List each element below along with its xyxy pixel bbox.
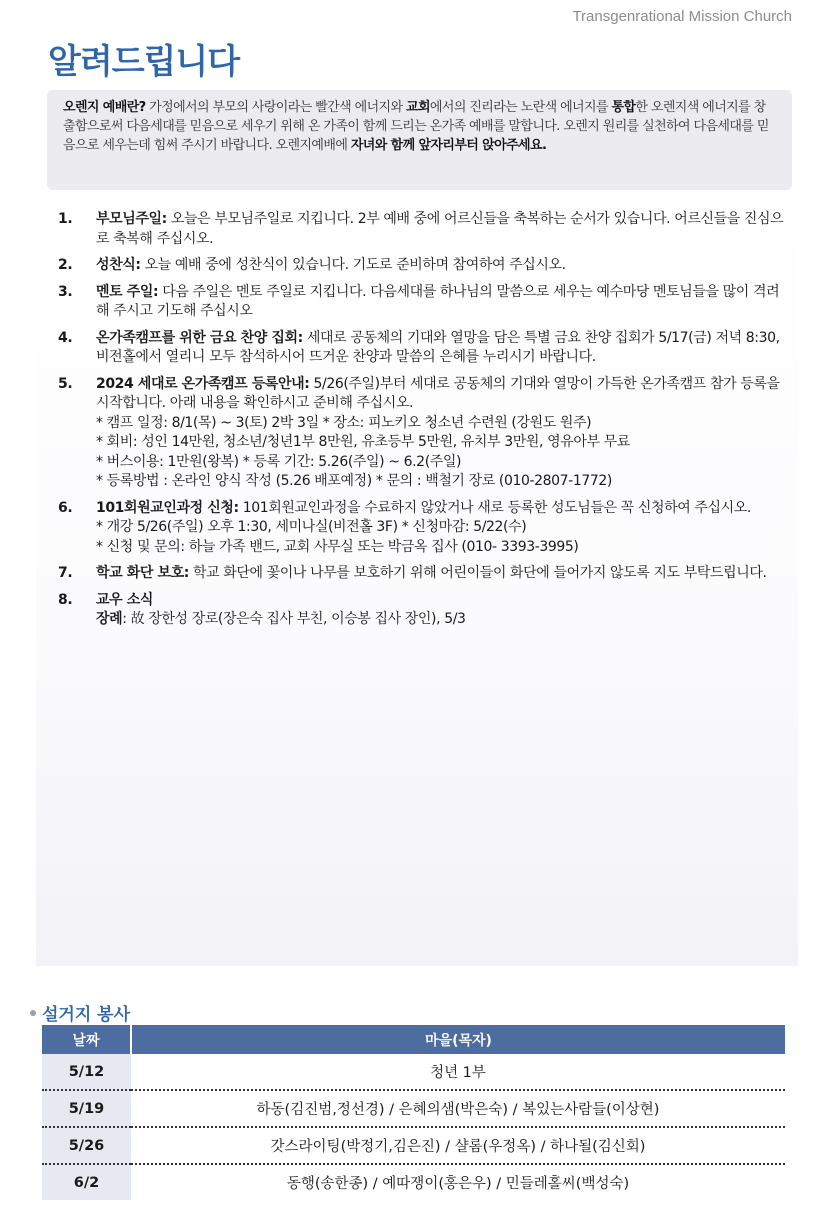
notice-text: 5/26(주일)부터 세대로 공동체의 기대와 열망이 가득한 온가족캠프 참가 등록을 시작합니다. 아래 내용을 확인하시고 준비해 주십시오. — [96, 375, 780, 411]
notice-detail — [96, 610, 788, 630]
notice-detail: * 등록방법 : 온라인 양식 작성 (5.26 배포예정) * 문의 : 백철기 장로 (010-2807-1772) — [96, 473, 612, 489]
duty-date: 5/26 — [42, 1127, 131, 1164]
duty-group: 하동(김진범,정선경) / 은혜의샘(박은숙) / 복있는사람들(이상현) — [131, 1090, 785, 1127]
funeral-label: 장례 — [96, 611, 123, 627]
notice-label: 부모님주일: — [96, 211, 167, 227]
notice-item — [58, 283, 788, 322]
intro-question: 오렌지 예배란? — [63, 100, 146, 115]
notice-item — [58, 375, 788, 492]
intro-box — [47, 90, 792, 190]
notice-text: 오늘은 부모님주일로 지킵니다. 2부 예배 중에 어르신들을 축복하는 순서가 있습니다. 어르신들을 진심으로 축복해 주십시오. — [96, 211, 784, 247]
table-row — [42, 1127, 785, 1164]
intro-text: 에서의 진리라는 노란색 에너지를 — [429, 100, 612, 115]
duty-date: 5/12 — [42, 1054, 131, 1090]
notice-label: 2024 세대로 온가족캠프 등록안내: — [96, 375, 310, 392]
intro-text: 가정에서의 부모의 사랑이라는 빨간색 에너지와 — [145, 100, 406, 115]
notice-text: 101회원교인과정을 수료하지 않았거나 새로 등록한 성도님들은 꼭 신청하여 주십시오. — [238, 499, 751, 516]
notice-item — [58, 256, 788, 276]
table-row — [42, 1090, 785, 1127]
notice-text: 세대로 공동체의 기대와 열망을 담은 특별 금요 찬양 집회가 5/17(금) 저녁 8:30, 비전홀에서 열리니 모두 참석하시어 뜨거운 찬양과 말씀의 은혜를 누리시기 바랍니다. — [96, 329, 780, 365]
notice-label: 101회원교인과정 신청: — [96, 499, 239, 516]
intro-integrate: 통합 — [611, 100, 636, 115]
church-name: Transgenrational Mission Church — [572, 8, 792, 25]
notice-number: 4. — [58, 329, 73, 346]
funeral-text: : 故 장한성 장로(장은숙 집사 부친, 이승봉 집사 장인), 5/3 — [122, 611, 466, 627]
duty-date: 5/19 — [42, 1090, 131, 1127]
notice-text: 다음 주일은 멘토 주일로 지킵니다. 다음세대를 하나님의 말씀으로 세우는 예수마당 멘토님들을 많이 격려해 주시고 기도해 주십시오 — [96, 283, 780, 319]
notice-detail: * 신청 및 문의: 하늘 가족 밴드, 교회 사무실 또는 박금옥 집사 (010- 3393-3995) — [96, 538, 579, 555]
notice-number: 1. — [58, 211, 73, 227]
notice-label: 멘토 주일: — [96, 283, 159, 300]
duty-group: 동행(송한종) / 예따쟁이(홍은우) / 민들레홀씨(백성숙) — [286, 1176, 630, 1192]
intro-church: 교회 — [405, 100, 430, 115]
notice-detail: * 버스이용: 1만원(왕복) * 등록 기간: 5.26(주일) ~ 6.2(주일) — [96, 453, 462, 470]
duty-group: 청년 1부 — [131, 1054, 785, 1090]
intro-text: 한 오렌지색 에너지를 창출함으로써 다음세대를 믿음으로 세우기 위해 온 가족이 함께 드리는 온가족 예배를 말합니다. 오렌지 원리를 실천하여 다음세대를 믿음으로 세우는데 힘써 주시기 바랍니다. 오렌지예배에 — [63, 100, 769, 153]
column-header-group: 마을(목자) — [131, 1025, 785, 1054]
notice-number: 5. — [58, 375, 73, 392]
notice-number: 7. — [58, 565, 73, 581]
intro-request: 자녀와 함께 앞자리부터 앉아주세요. — [350, 138, 547, 153]
notice-number: 8. — [58, 591, 73, 608]
notice-number: 6. — [58, 499, 73, 516]
notice-text: 학교 화단에 꽃이나 나무를 보호하기 위해 어린이들이 화단에 들어가지 않도록 지도 부탁드립니다. — [188, 565, 767, 581]
duty-date: 6/2 — [42, 1164, 131, 1200]
dish-duty-table — [42, 1025, 785, 1200]
notice-list — [58, 210, 788, 637]
notice-number: 3. — [58, 283, 73, 300]
dish-duty-title-text: 설거지 봉사 — [42, 1005, 131, 1025]
notice-number: 2. — [58, 257, 73, 273]
notice-label: 온가족캠프를 위한 금요 찬양 집회: — [96, 329, 303, 346]
page-title: 알려드립니다 — [48, 42, 240, 82]
duty-group: 갓스라이팅(박정기,김은진) / 샬롬(우정옥) / 하나될(김신회) — [131, 1127, 785, 1164]
table-row — [42, 1054, 785, 1090]
bullet-dot-icon — [30, 1010, 36, 1016]
notice-item — [58, 591, 788, 630]
notice-text: 오늘 예배 중에 성찬식이 있습니다. 기도로 준비하며 참여하여 주십시오. — [140, 257, 566, 273]
notice-item — [58, 210, 788, 249]
column-header-date: 날짜 — [42, 1025, 131, 1054]
notice-detail: * 개강 5/26(주일) 오후 1:30, 세미나실(비전홀 3F) * 신청마감: 5/22(수) — [96, 519, 527, 535]
dish-duty-title — [30, 1000, 130, 1025]
notice-label: 교우 소식 — [96, 591, 153, 608]
table-row — [42, 1164, 785, 1200]
notice-item — [58, 499, 788, 558]
notice-label: 학교 화단 보호: — [96, 565, 189, 581]
notice-item — [58, 564, 788, 584]
notice-detail: * 캠프 일정: 8/1(목) ~ 3(토) 2박 3일 * 장소: 피노키오 청소년 수련원 (강원도 원주) — [96, 414, 592, 431]
notice-label: 성찬식: — [96, 257, 141, 273]
notice-item — [58, 329, 788, 368]
notice-detail: * 회비: 성인 14만원, 청소년/청년1부 8만원, 유초등부 5만원, 유치부 3만원, 영유아부 무료 — [96, 434, 630, 450]
table-header-row — [42, 1025, 785, 1054]
